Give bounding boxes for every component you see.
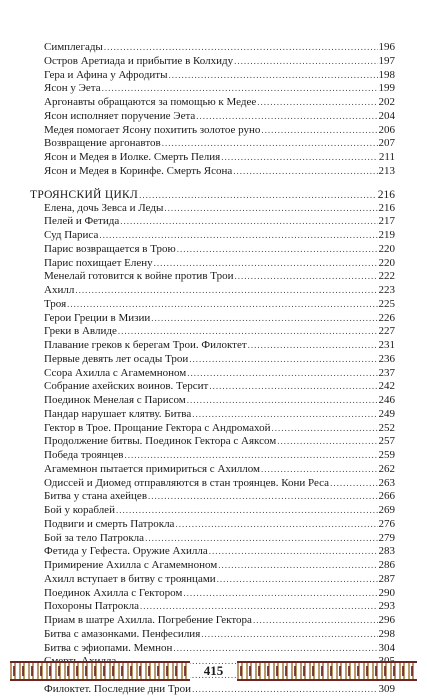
toc-entry (30, 422, 395, 436)
entry-title: Медея помогает Ясону похитить золотое руно (44, 123, 261, 136)
entry-page: 198 (378, 68, 395, 81)
entry-title: Менелай готовится к войне против Трои (44, 270, 234, 283)
entry-page: 246 (378, 394, 395, 406)
entry-page: 262 (378, 462, 395, 475)
entry-title: Ахилл (44, 284, 75, 296)
toc-entry (30, 124, 395, 138)
entry-page: 309 (378, 682, 395, 695)
entry-page: 207 (378, 137, 395, 150)
leader-dots (173, 642, 377, 656)
toc-entry (30, 165, 395, 179)
entry-title: Парис похищает Елену (44, 256, 153, 269)
leader-dots (234, 270, 377, 284)
toc-group-argonauts (30, 41, 395, 179)
entry-page: 269 (378, 504, 395, 516)
entry-page: 298 (378, 627, 395, 640)
entry-title: Симплегады (44, 41, 103, 53)
toc-section-heading (30, 189, 395, 202)
leader-dots (217, 573, 378, 587)
entry-title: Битва с эфиопами. Мемнон (44, 641, 173, 654)
entry-title: Ясон исполняет поручение Эета (44, 109, 196, 122)
toc-entry (30, 69, 395, 83)
toc-entry (30, 325, 395, 339)
leader-dots (253, 614, 378, 628)
entry-page: 252 (378, 421, 395, 434)
entry-page: 225 (378, 297, 395, 310)
entry-page: 283 (378, 545, 395, 558)
entry-title: Бой у кораблей (44, 504, 115, 516)
toc-entry (30, 257, 395, 271)
leader-dots (151, 312, 377, 326)
entry-title: Ясон и Медея в Иолке. Смерть Пелия (44, 151, 221, 163)
entry-page: 242 (378, 380, 395, 393)
entry-page: 220 (378, 242, 395, 255)
entry-title: Пелей и Фетида (44, 215, 120, 228)
leader-dots (196, 110, 377, 124)
leader-dots (140, 600, 378, 614)
entry-page: 217 (378, 215, 395, 228)
entry-page: 222 (378, 270, 395, 283)
entry-title: Аргонавты обращаются за помощью к Медее (44, 96, 257, 108)
leader-dots (187, 394, 378, 408)
entry-title: Ссора Ахилла с Агамемноном (44, 366, 187, 379)
leader-dots (125, 449, 378, 463)
leader-dots (189, 353, 377, 367)
entry-title: Похороны Патрокла (44, 600, 139, 613)
leader-dots (218, 559, 377, 573)
entry-page: 199 (378, 82, 395, 95)
toc-entry (30, 394, 395, 408)
leader-dots (192, 683, 377, 697)
entry-page: 223 (378, 284, 395, 296)
entry-page: 196 (378, 41, 395, 53)
entry-page: 279 (378, 531, 395, 544)
entry-page: 263 (378, 476, 395, 489)
leader-dots (177, 243, 378, 257)
entry-title: Филоктет. Последние дни Трои (44, 682, 192, 695)
entry-page: 304 (378, 641, 395, 654)
entry-page: 226 (378, 311, 395, 324)
leader-dots (102, 82, 378, 96)
entry-title: Греки в Авлиде (44, 325, 117, 338)
leader-dots (187, 367, 377, 381)
toc-entry (30, 137, 395, 151)
toc-entry (30, 545, 395, 559)
entry-page: 202 (378, 96, 395, 108)
toc-entry (30, 41, 395, 55)
toc-entry (30, 490, 395, 504)
toc-entry (30, 229, 395, 243)
entry-page: 211 (378, 151, 395, 163)
entry-page: 213 (378, 164, 395, 177)
toc-entry (30, 463, 395, 477)
greek-key-ornament-right (237, 661, 417, 681)
toc-entry (30, 449, 395, 463)
toc-entry (30, 367, 395, 381)
entry-title: Бой за тело Патрокла (44, 531, 145, 544)
toc-entry (30, 587, 395, 601)
entry-page: 287 (378, 572, 395, 585)
entry-title: Пандар нарушает клятву. Битва (44, 407, 192, 420)
toc-entry (30, 683, 395, 697)
leader-dots (257, 96, 377, 110)
entry-title: Гектор в Трое. Прощание Гектора с Андромахой (44, 421, 271, 434)
leader-dots (192, 408, 377, 422)
toc-entry (30, 642, 395, 656)
leader-dots (201, 628, 377, 642)
entry-title: Герои Греции в Мизии (44, 311, 151, 324)
toc-entry (30, 573, 395, 587)
entry-title: Подвиги и смерть Патрокла (44, 517, 175, 530)
leader-dots (162, 137, 378, 151)
entry-title: Ясон и Медея в Коринфе. Смерть Ясона (44, 164, 233, 177)
entry-title: Плавание греков к берегам Трои. Филоктет (44, 339, 247, 351)
toc-entry (30, 600, 395, 614)
leader-dots (248, 339, 378, 353)
entry-page: 219 (378, 229, 395, 241)
section-title: ТРОЯНСКИЙ ЦИКЛ (30, 188, 139, 201)
entry-page: 286 (378, 559, 395, 571)
leader-dots (209, 380, 377, 394)
entry-page: 257 (378, 435, 395, 448)
toc-group-trojan-cycle (30, 202, 395, 697)
leader-dots (145, 532, 377, 546)
toc-entry (30, 504, 395, 518)
entry-page: 206 (378, 123, 395, 136)
entry-title: Поединок Ахилла с Гектором (44, 586, 183, 599)
toc-entry (30, 243, 395, 257)
leader-dots (164, 202, 377, 216)
entry-title: Ахилл вступает в битву с троянцами (44, 572, 216, 585)
entry-title: Первые девять лет осады Трои (44, 352, 189, 365)
entry-page: 249 (378, 407, 395, 420)
entry-page: 216 (378, 201, 395, 214)
toc-entry (30, 151, 395, 165)
toc-entry (30, 202, 395, 216)
leader-dots (261, 463, 378, 477)
toc-entry (30, 532, 395, 546)
toc-entry (30, 96, 395, 110)
entry-page: 266 (378, 490, 395, 503)
leader-dots (169, 69, 378, 83)
entry-page: 220 (378, 256, 395, 269)
entry-title: Примирение Ахилла с Агамемноном (44, 559, 218, 571)
entry-page: 237 (378, 366, 395, 379)
entry-title: Одиссей и Диомед отправляются в стан троянцев. Кони Реса (44, 476, 330, 489)
toc-entry (30, 477, 395, 491)
entry-page: 227 (378, 325, 395, 338)
leader-dots (221, 151, 378, 165)
page-footer (10, 661, 417, 681)
toc-entry (30, 298, 395, 312)
entry-page: 236 (378, 352, 395, 365)
leader-dots (99, 229, 377, 243)
table-of-contents (30, 41, 395, 697)
leader-dots (148, 490, 377, 504)
entry-title: Битва у стана ахейцев (44, 490, 148, 503)
entry-title: Троя (44, 297, 67, 310)
leader-dots (183, 587, 377, 601)
entry-title: Елена, дочь Зевса и Леды (44, 201, 164, 214)
toc-entry (30, 435, 395, 449)
toc-entry (30, 408, 395, 422)
toc-entry (30, 614, 395, 628)
entry-page: 231 (378, 339, 395, 351)
toc-entry (30, 270, 395, 284)
entry-page: 259 (378, 449, 395, 461)
entry-title: Гера и Афина у Афродиты (44, 68, 168, 81)
leader-dots (175, 518, 377, 532)
greek-key-ornament-left (10, 661, 190, 681)
leader-dots (104, 41, 378, 55)
entry-title: Суд Париса (44, 229, 99, 241)
toc-entry (30, 628, 395, 642)
entry-page: 276 (378, 517, 395, 530)
toc-entry (30, 353, 395, 367)
entry-title: Поединок Менелая с Парисом (44, 394, 186, 406)
entry-title: Приам в шатре Ахилла. Погребение Гектора (44, 614, 252, 626)
entry-title: Возвращение аргонавтов (44, 137, 161, 150)
leader-dots (139, 189, 377, 202)
entry-title: Парис возвращается в Трою (44, 242, 176, 255)
leader-dots (116, 504, 378, 518)
leader-dots (118, 325, 378, 339)
leader-dots (330, 477, 377, 491)
toc-entry (30, 82, 395, 96)
toc-entry (30, 559, 395, 573)
leader-dots (234, 55, 377, 69)
toc-entry (30, 110, 395, 124)
toc-entry (30, 312, 395, 326)
leader-dots (261, 124, 377, 138)
leader-dots (154, 257, 378, 271)
entry-page: 296 (378, 614, 395, 626)
section-page: 216 (377, 188, 395, 201)
entry-page: 197 (378, 54, 395, 67)
entry-page: 204 (378, 109, 395, 122)
leader-dots (209, 545, 378, 559)
toc-entry (30, 380, 395, 394)
leader-dots (277, 435, 377, 449)
leader-dots (67, 298, 377, 312)
entry-title: Агамемнон пытается примириться с Ахиллом (44, 462, 260, 475)
toc-entry (30, 215, 395, 229)
leader-dots (120, 215, 377, 229)
leader-dots (233, 165, 377, 179)
entry-title: Ясон у Эета (44, 82, 101, 95)
leader-dots (271, 422, 377, 436)
page-number: 415 (203, 663, 224, 678)
toc-entry (30, 518, 395, 532)
entry-title: Битва с амазонками. Пенфесилия (44, 627, 201, 640)
toc-entry (30, 339, 395, 353)
entry-title: Остров Аретиада и прибытие в Колхиду (44, 54, 234, 67)
entry-title: Собрание ахейских воинов. Терсит (44, 380, 209, 393)
entry-page: 290 (378, 586, 395, 599)
entry-title: Победа троянцев (44, 449, 124, 461)
leader-dots (75, 284, 377, 298)
entry-title: Фетида у Гефеста. Оружие Ахилла (44, 545, 208, 558)
toc-entry (30, 55, 395, 69)
toc-entry (30, 284, 395, 298)
entry-page: 293 (378, 600, 395, 613)
entry-title: Продолжение битвы. Поединок Гектора с Аяксом (44, 435, 277, 448)
